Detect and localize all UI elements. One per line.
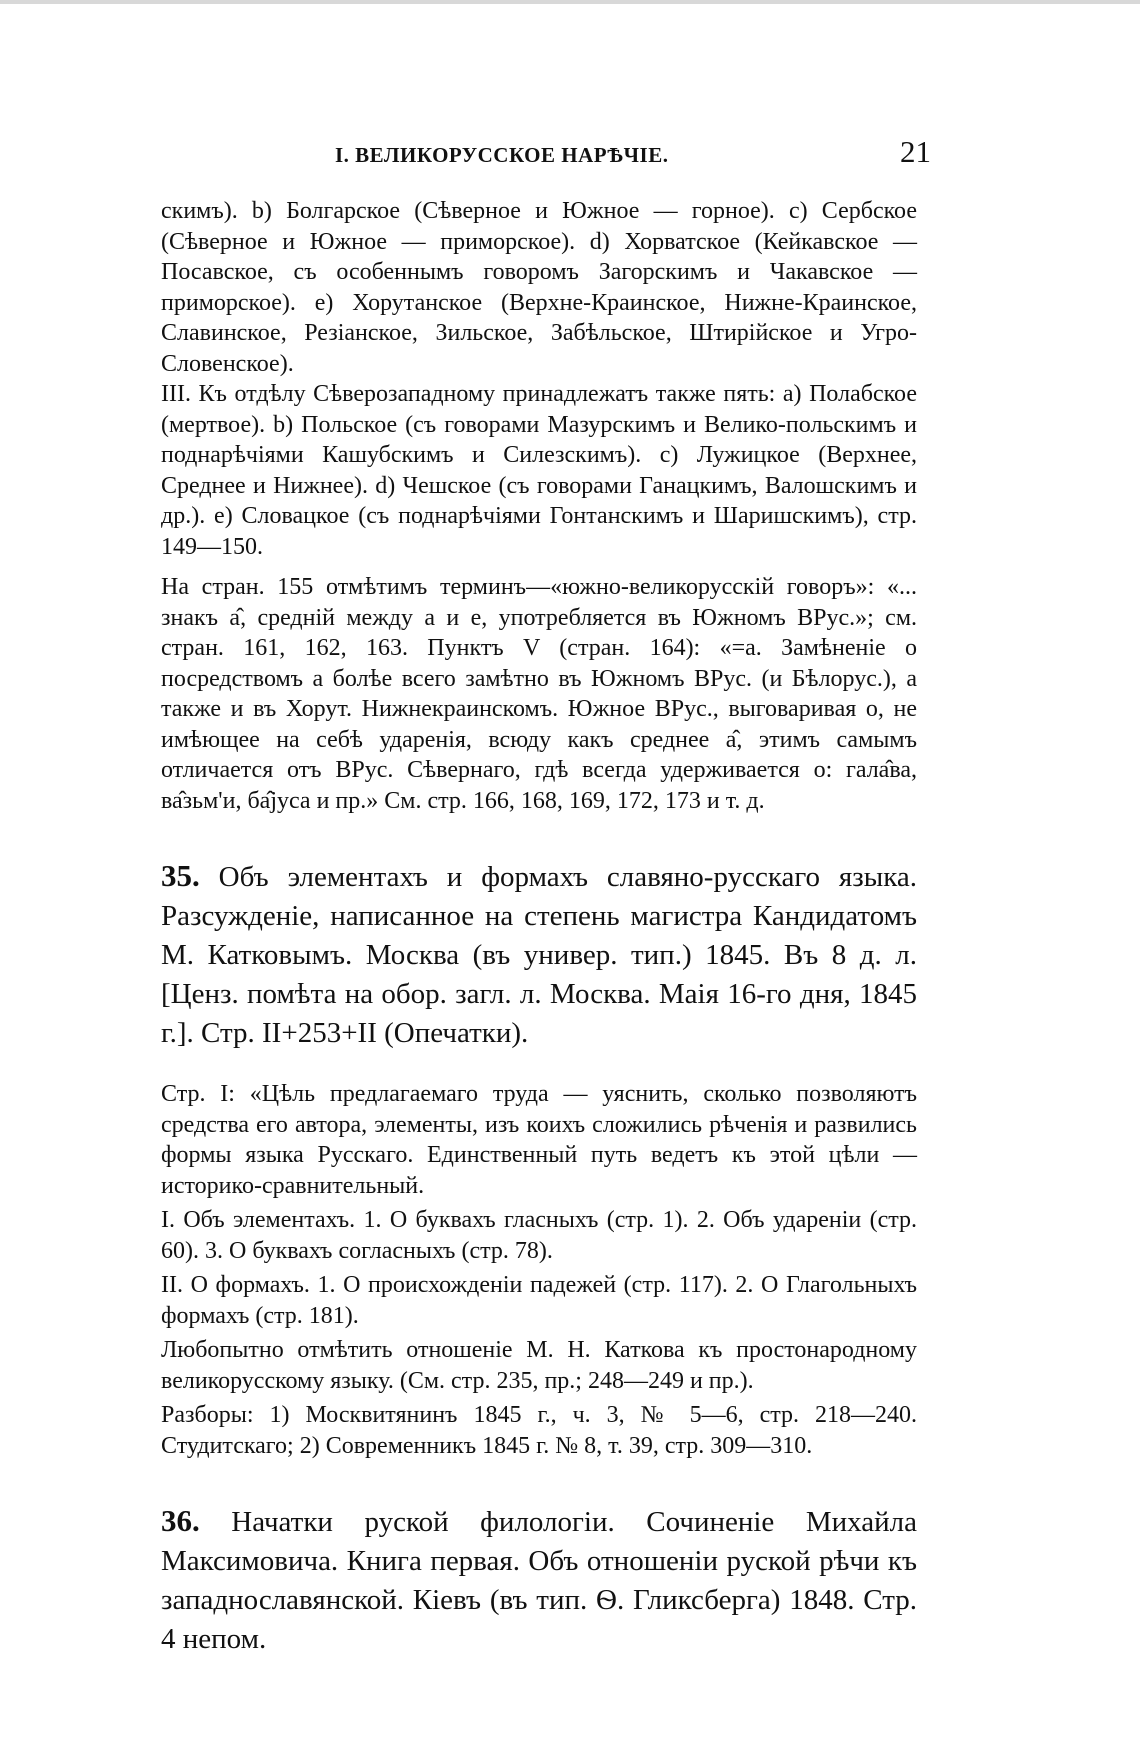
entry-35-part-1: I. Объ элементахъ. 1. О буквахъ гласныхъ (стр. 1). 2. Объ удареніи (стр. 60). 3. О буквахъ согласныхъ (стр. 78).: [161, 1207, 917, 1264]
running-head: I. ВЕЛИКОРУССКОЕ НАРѢЧІЕ.: [335, 143, 669, 167]
entry-35-number: 35.: [161, 858, 200, 893]
entry-35-heading: [161, 856, 917, 1053]
entry-35-description: [161, 1079, 917, 1461]
paragraph-northwestern: III. Къ отдѣлу Сѣверозападному принадлежатъ также пять: a) Полабское (мертвое). b) Польское (съ говорами Мазурскимъ и Велико-польскимъ и поднарѣчіями Кашубскимъ и Силезскимъ). c) Лужицкое (Верхнее, Среднее и Нижнее). d) Чешское (съ говорами Ганацкимъ, Валошскимъ и др.). e) Словацкое (съ поднарѣчіями Гонтанскимъ и Шаришскимъ), стр. 149—150.: [161, 381, 917, 560]
entry-36-heading: [161, 1501, 917, 1659]
entry-35-quote: Стр. I: «Цѣль предлагаемаго труда — уяснить, сколько позволяютъ средства его автора, элементы, изъ коихъ сложились рѣченія и развились формы языка Русскаго. Единственный путь ведетъ къ этой цѣли — историко-сравнительный.: [161, 1081, 917, 1199]
scan-edge: [0, 0, 1140, 4]
entry-35-note: Любопытно отмѣтить отношеніе М. Н. Каткова къ простонародному великорусскому языку. (См. стр. 235, пр.; 248—249 и пр.).: [161, 1337, 917, 1394]
text-block: [161, 196, 917, 1659]
entry-35-title: Объ элементахъ и формахъ славяно-русскаго языка. Разсужденіе, написанное на степень магистра Кандидатомъ М. Катковымъ. Москва (въ универ. тип.) 1845. Въ 8 д. л. [Ценз. помѣта на обор. загл. л. Москва. Маія 16-го дня, 1845 г.]. Стр. II+253+II (Опечатки).: [161, 861, 917, 1049]
paragraph-slavic-dialects: скимъ). b) Болгарское (Сѣверное и Южное — горное). c) Сербское (Сѣверное и Южное — приморское). d) Хорватское (Кейкавское — Посавское, съ особеннымъ говоромъ Загорскимъ и Чакавское — приморское). e) Хорутанское (Верхне-Краинское, Нижне-Краинское, Славинское, Резіанское, Зильское, Забѣльское, Штирійское и Угро-Словенское).: [161, 198, 917, 377]
page-number: 21: [900, 134, 931, 169]
entry-36-number: 36.: [161, 1503, 200, 1538]
paragraph-south-great-russian: На стран. 155 отмѣтимъ терминъ—«южно-великорусскій говоръ»: «... знакъ а̂, средній между а и е, употребляется въ Южномъ ВРус.»; см. стран. 161, 162, 163. Пунктъ V (стран. 164): «=а. Замѣненіе о посредствомъ а болѣе всего замѣтно въ Южномъ ВРус. (и Бѣлорус.), а также и въ Хорут. Нижнекраинскомъ. Южное ВРус., выговаривая о, не имѣющее на себѣ ударенія, всюду какъ среднее а̂, этимъ самымъ отличается отъ ВРус. Сѣвернаго, гдѣ всегда удерживается о: гала̂ва, ва̂зьм'и, ба̂јуса и пр.» См. стр. 166, 168, 169, 172, 173 и т. д.: [161, 574, 917, 814]
entry-36-title: Начатки руской филологіи. Сочиненіе Михайла Максимовича. Книга первая. Объ отношеніи руской рѣчи къ западнославянской. Кіевъ (въ тип. Ѳ. Гликсберга) 1848. Стр. 4 непом.: [161, 1506, 917, 1655]
top-section: [161, 196, 917, 816]
entry-35-reviews: Разборы: 1) Москвитянинъ 1845 г., ч. 3, № 5—6, стр. 218—240. Студитскаго; 2) Современникъ 1845 г. № 8, т. 39, стр. 309—310.: [161, 1402, 917, 1459]
entry-35-part-2: II. О формахъ. 1. О происхожденіи падежей (стр. 117). 2. О Глагольныхъ формахъ (стр. 181).: [161, 1272, 917, 1329]
